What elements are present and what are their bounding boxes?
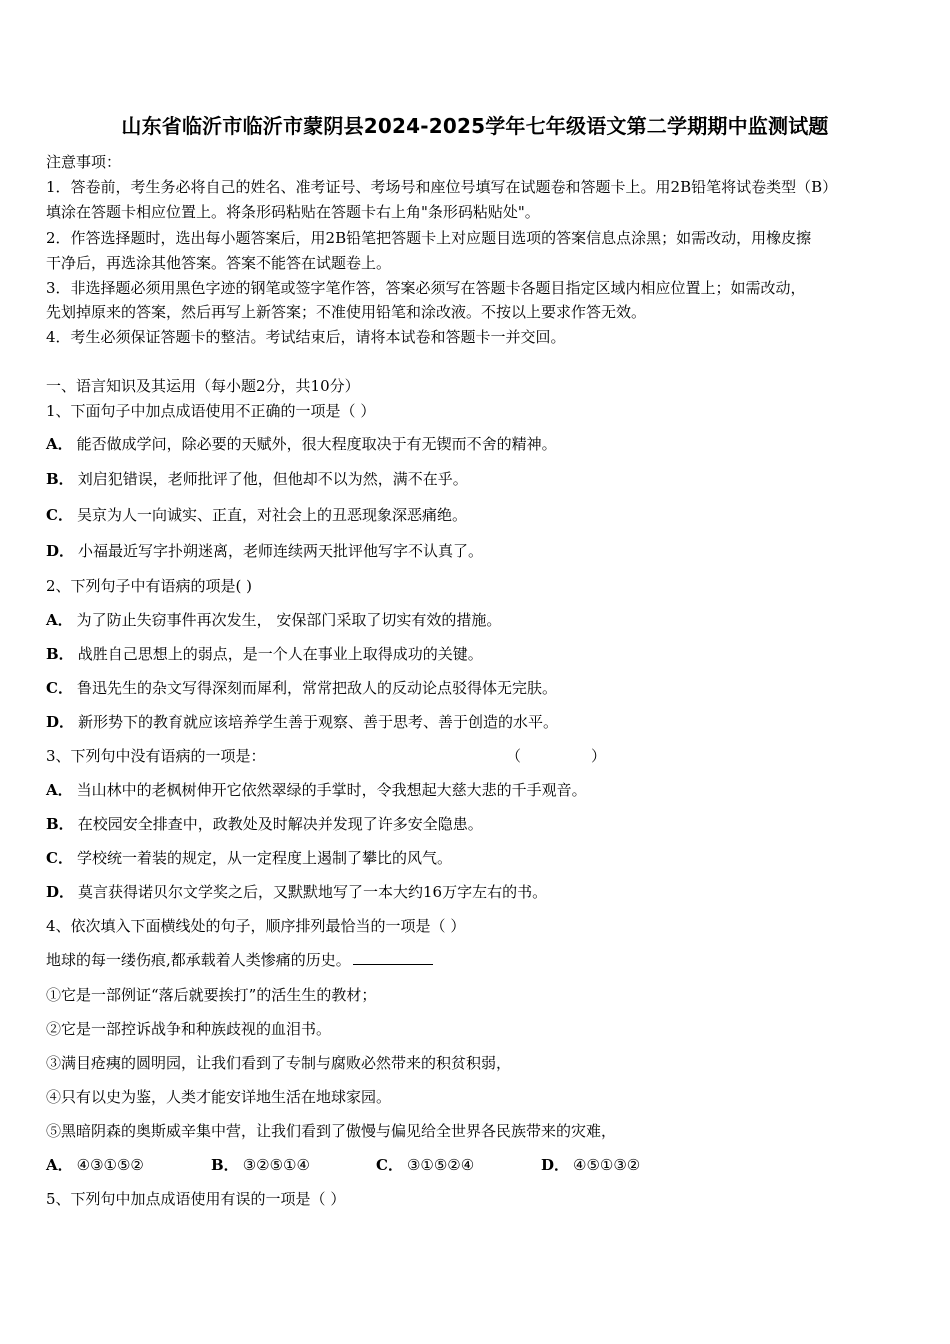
question-stem: 2、下列句子中有语病的项是( ) (46, 577, 253, 595)
option-a (46, 434, 557, 454)
option-text: ④③①⑤② (76, 1156, 144, 1174)
option-text: 莫言获得诺贝尔文学奖之后，又默默地写了一本大约16万字左右的书。 (78, 883, 548, 901)
context-text: 地球的每一缕伤痕,都承载着人类惨痛的历史。 (46, 951, 351, 969)
option-label: B． (211, 1156, 239, 1174)
answer-paren-open: （ (506, 747, 522, 765)
option-text: 刘启犯错误，老师批评了他，但他却不以为然，满不在乎。 (77, 470, 468, 488)
option-d (46, 541, 483, 561)
question-stem: 4、依次填入下面横线处的句子，顺序排列最恰当的一项是（ ） (46, 917, 466, 935)
question-stem-text: 3、下列句中没有语病的一项是： (46, 747, 266, 765)
question-stem: 5、下列句中加点成语使用有误的一项是（ ） (46, 1190, 346, 1208)
option-label: D． (46, 713, 75, 731)
option-label: B． (46, 815, 74, 833)
option-label: D． (541, 1156, 570, 1174)
question-stem (46, 746, 607, 766)
option-label: B． (46, 470, 74, 488)
notice-line: 3．非选择题必须用黑色字迹的钢笔或签字笔作答，答案必须写在答题卡各题目指定区域内相应位置上；如需改动， (46, 279, 806, 297)
option-label: C． (376, 1156, 403, 1174)
answer-paren-close: ） (591, 747, 607, 765)
option-text: ③①⑤②④ (406, 1156, 475, 1174)
option-c (46, 848, 452, 868)
notice-line: 填涂在答题卡相应位置上。将条形码粘贴在答题卡右上角"条形码粘贴处"。 (46, 203, 540, 221)
list-item: ④只有以史为鉴，人类才能安详地生活在地球家园。 (46, 1088, 392, 1106)
option-text: ③②⑤①④ (242, 1156, 310, 1174)
question-context (46, 950, 433, 970)
choice-a (46, 1155, 211, 1175)
option-b (46, 469, 468, 489)
list-item: ⑤黑暗阴森的奥斯威辛集中营，让我们看到了傲慢与偏见给全世界各民族带来的灾难， (46, 1122, 617, 1140)
option-text: 鲁迅先生的杂文写得深刻而犀利，常常把敌人的反动论点驳得体无完肤。 (76, 679, 557, 697)
option-text: 在校园安全排查中，政教处及时解决并发现了许多安全隐患。 (77, 815, 483, 833)
notice-line: 先划掉原来的答案，然后再写上新答案；不准使用铅笔和涂改液。不按以上要求作答无效。 (46, 303, 647, 321)
option-text: 能否做成学问，除必要的天赋外，很大程度取决于有无锲而不舍的精神。 (76, 435, 557, 453)
choice-b (211, 1155, 376, 1175)
option-text: 学校统一着装的规定，从一定程度上遏制了攀比的风气。 (76, 849, 452, 867)
list-item: ①它是一部例证“落后就要挨打”的活生生的教材； (46, 986, 377, 1004)
option-label: B． (46, 645, 74, 663)
option-text: ④⑤①③② (573, 1156, 641, 1174)
option-a (46, 780, 587, 800)
option-label: A． (46, 781, 73, 799)
option-label: C． (46, 849, 73, 867)
option-text: 为了防止失窃事件再次发生， 安保部门采取了切实有效的措施。 (76, 611, 502, 629)
option-text: 小福最近写字扑朔迷离，老师连续两天批评他写字不认真了。 (78, 542, 484, 560)
option-label: A． (46, 1156, 73, 1174)
option-d (46, 712, 558, 732)
notice-line: 干净后，再选涂其他答案。答案不能答在试题卷上。 (46, 254, 392, 272)
option-label: C． (46, 506, 73, 524)
section-heading: 一、语言知识及其运用（每小题2分，共10分） (46, 377, 360, 395)
choice-d (541, 1155, 640, 1175)
question-stem: 1、下面句子中加点成语使用不正确的一项是（ ） (46, 402, 376, 420)
option-text: 吴京为人一向诚实、正直，对社会上的丑恶现象深恶痛绝。 (76, 506, 467, 524)
notice-line: 2．作答选择题时，选出每小题答案后，用2B铅笔把答题卡上对应题目选项的答案信息点涂黑；如需改动，用橡皮擦 (46, 229, 812, 247)
fill-blank (353, 950, 433, 965)
option-label: A． (46, 435, 73, 453)
option-c (46, 678, 557, 698)
option-a (46, 610, 501, 630)
option-label: A． (46, 611, 73, 629)
option-text: 新形势下的教育就应该培养学生善于观察、善于思考、善于创造的水平。 (78, 713, 559, 731)
notice-line: 1．答卷前，考生务必将自己的姓名、准考证号、考场号和座位号填写在试题卷和答题卡上。用2B铅笔将试卷类型（B） (46, 178, 838, 196)
option-c (46, 505, 467, 525)
notice-line: 4．考生必须保证答题卡的整洁。考试结束后，请将本试卷和答题卡一并交回。 (46, 328, 566, 346)
option-label: D． (46, 883, 75, 901)
list-item: ②它是一部控诉战争和种族歧视的血泪书。 (46, 1020, 332, 1038)
option-label: D． (46, 542, 75, 560)
option-text: 当山林中的老枫树伸开它依然翠绿的手掌时，令我想起大慈大悲的千手观音。 (76, 781, 587, 799)
choice-c (376, 1155, 541, 1175)
answer-choices (46, 1155, 640, 1175)
option-label: C． (46, 679, 73, 697)
option-b (46, 644, 483, 664)
option-b (46, 814, 483, 834)
page-title: 山东省临沂市临沂市蒙阴县2024-2025学年七年级语文第二学期期中监测试题 (121, 114, 829, 138)
notice-heading: 注意事项： (46, 153, 122, 171)
list-item: ③满目疮痍的圆明园，让我们看到了专制与腐败必然带来的积贫积弱， (46, 1054, 512, 1072)
option-text: 战胜自己思想上的弱点，是一个人在事业上取得成功的关键。 (77, 645, 483, 663)
option-d (46, 882, 547, 902)
